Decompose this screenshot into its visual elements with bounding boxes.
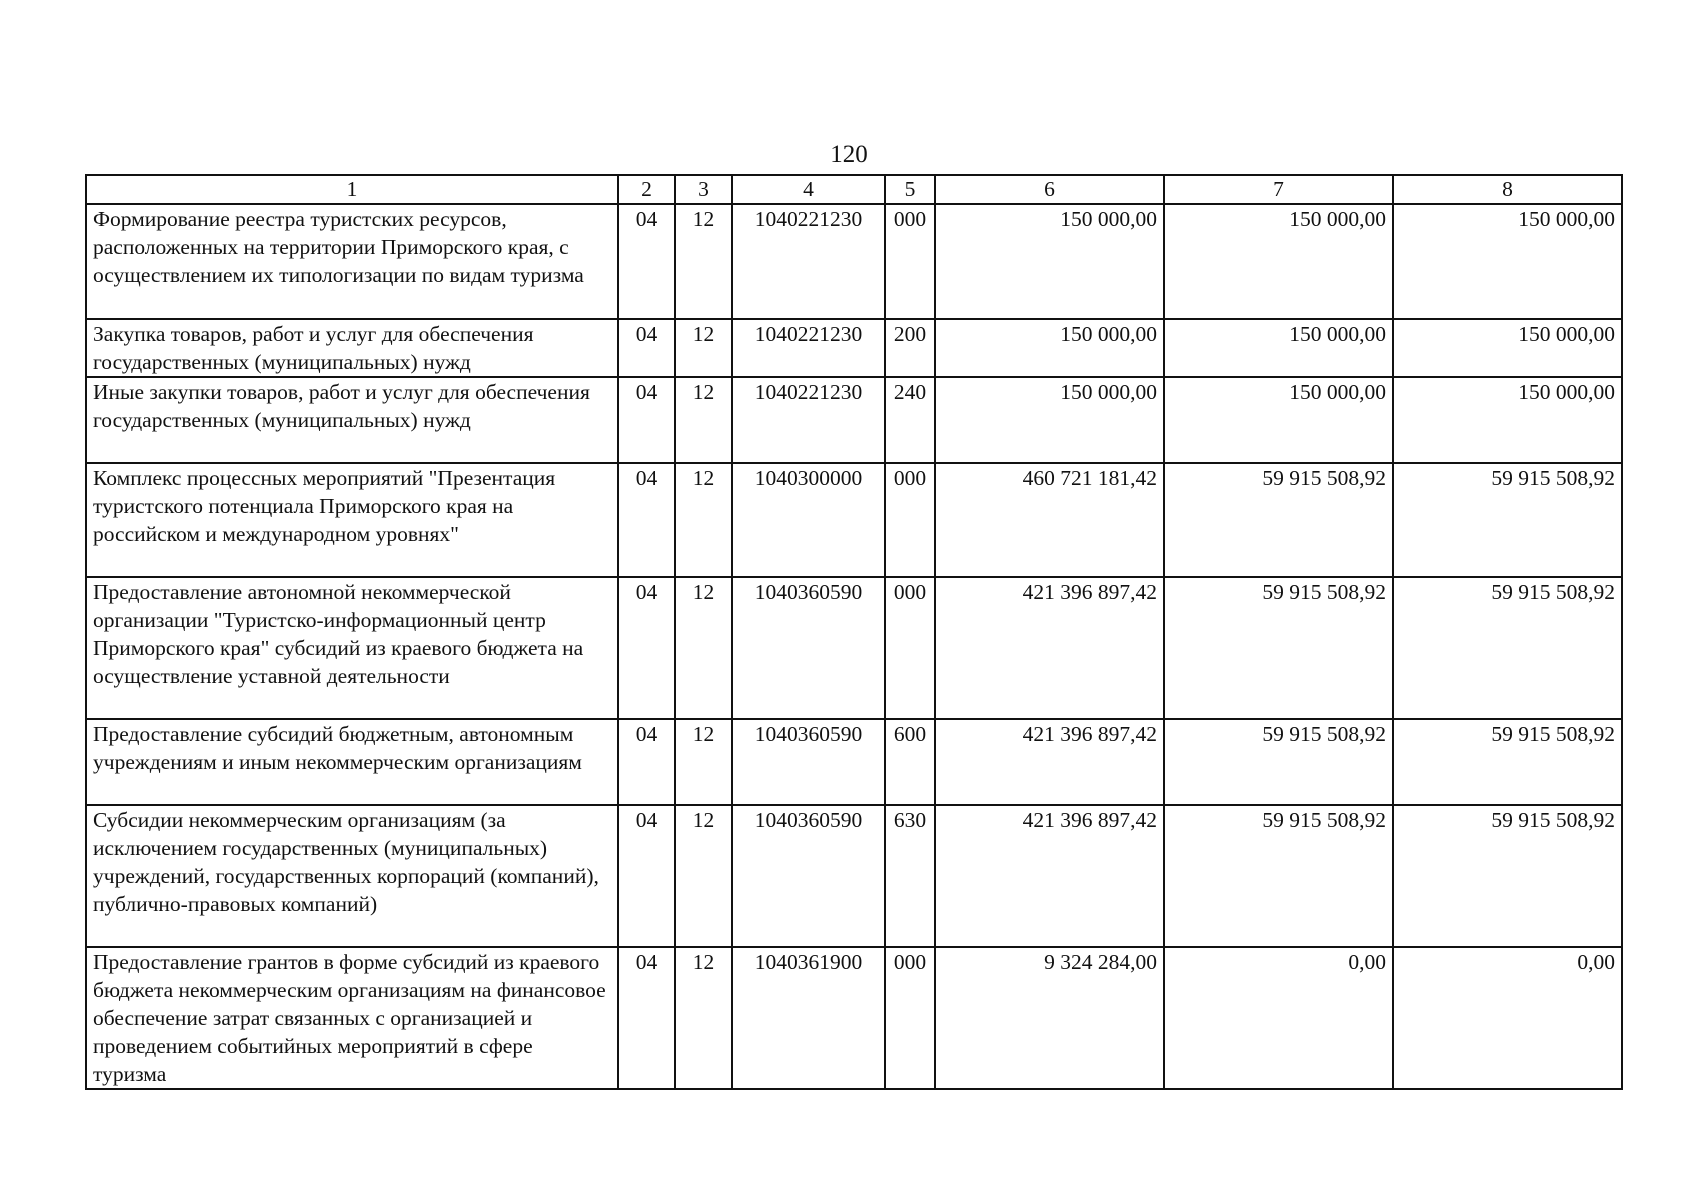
row-amount-col8: 0,00 [1393, 947, 1622, 1089]
row-amount-col8: 59 915 508,92 [1393, 719, 1622, 805]
row-section-code: 04 [618, 319, 675, 377]
table-row [86, 377, 1622, 463]
row-section-code: 04 [618, 377, 675, 463]
budget-table [85, 174, 1623, 1090]
row-subsection-code: 12 [675, 319, 732, 377]
row-amount-col6: 9 324 284,00 [935, 947, 1164, 1089]
row-amount-col6: 421 396 897,42 [935, 719, 1164, 805]
row-amount-col8: 150 000,00 [1393, 319, 1622, 377]
row-amount-col8: 59 915 508,92 [1393, 805, 1622, 947]
row-expense-type-code: 000 [885, 947, 935, 1089]
row-target-code: 1040360590 [732, 805, 885, 947]
row-target-code: 1040221230 [732, 377, 885, 463]
row-name: Иные закупки товаров, работ и услуг для обеспечения государственных (муниципальных) нужд [86, 377, 618, 463]
row-section-code: 04 [618, 947, 675, 1089]
row-subsection-code: 12 [675, 805, 732, 947]
row-amount-col8: 59 915 508,92 [1393, 577, 1622, 719]
row-amount-col7: 150 000,00 [1164, 204, 1393, 319]
row-expense-type-code: 000 [885, 463, 935, 577]
row-subsection-code: 12 [675, 463, 732, 577]
row-name: Предоставление грантов в форме субсидий из краевого бюджета некоммерческим организациям на финансовое обеспечение затрат связанных с организацией и проведением событийных мероприятий в сфере туризма [86, 947, 618, 1089]
row-amount-col7: 59 915 508,92 [1164, 577, 1393, 719]
row-subsection-code: 12 [675, 204, 732, 319]
row-target-code: 1040361900 [732, 947, 885, 1089]
column-header: 8 [1393, 175, 1622, 204]
row-target-code: 1040360590 [732, 719, 885, 805]
page-number: 120 [830, 141, 868, 168]
column-header: 5 [885, 175, 935, 204]
row-name: Формирование реестра туристских ресурсов, расположенных на территории Приморского края, с осуществлением их типологизации по видам туризма [86, 204, 618, 319]
row-amount-col6: 421 396 897,42 [935, 805, 1164, 947]
row-name: Предоставление субсидий бюджетным, автономным учреждениям и иным некоммерческим организациям [86, 719, 618, 805]
row-subsection-code: 12 [675, 947, 732, 1089]
row-amount-col7: 59 915 508,92 [1164, 805, 1393, 947]
row-expense-type-code: 200 [885, 319, 935, 377]
row-section-code: 04 [618, 463, 675, 577]
row-amount-col7: 150 000,00 [1164, 377, 1393, 463]
row-amount-col7: 59 915 508,92 [1164, 719, 1393, 805]
column-header: 7 [1164, 175, 1393, 204]
table-row [86, 204, 1622, 319]
row-amount-col6: 150 000,00 [935, 319, 1164, 377]
row-target-code: 1040221230 [732, 204, 885, 319]
row-amount-col6: 150 000,00 [935, 204, 1164, 319]
table-row [86, 719, 1622, 805]
row-amount-col8: 150 000,00 [1393, 377, 1622, 463]
row-amount-col6: 460 721 181,42 [935, 463, 1164, 577]
row-amount-col6: 150 000,00 [935, 377, 1164, 463]
row-expense-type-code: 630 [885, 805, 935, 947]
column-header: 4 [732, 175, 885, 204]
row-name: Предоставление автономной некоммерческой организации "Туристско-информационный центр Приморского края" субсидий из краевого бюджета на осуществление уставной деятельности [86, 577, 618, 719]
table-row [86, 577, 1622, 719]
row-subsection-code: 12 [675, 577, 732, 719]
row-amount-col7: 0,00 [1164, 947, 1393, 1089]
row-amount-col6: 421 396 897,42 [935, 577, 1164, 719]
row-amount-col8: 150 000,00 [1393, 204, 1622, 319]
row-amount-col7: 150 000,00 [1164, 319, 1393, 377]
row-target-code: 1040300000 [732, 463, 885, 577]
table-row [86, 463, 1622, 577]
column-header: 3 [675, 175, 732, 204]
row-section-code: 04 [618, 204, 675, 319]
column-header: 6 [935, 175, 1164, 204]
row-section-code: 04 [618, 805, 675, 947]
row-name: Комплекс процессных мероприятий "Презентация туристского потенциала Приморского края на российском и международном уровнях" [86, 463, 618, 577]
row-name: Субсидии некоммерческим организациям (за исключением государственных (муниципальных) учреждений, государственных корпораций (компаний), публично-правовых компаний) [86, 805, 618, 947]
row-name: Закупка товаров, работ и услуг для обеспечения государственных (муниципальных) нужд [86, 319, 618, 377]
table-row [86, 805, 1622, 947]
row-section-code: 04 [618, 719, 675, 805]
column-number-header [86, 175, 1622, 204]
row-section-code: 04 [618, 577, 675, 719]
row-expense-type-code: 240 [885, 377, 935, 463]
row-amount-col7: 59 915 508,92 [1164, 463, 1393, 577]
row-amount-col8: 59 915 508,92 [1393, 463, 1622, 577]
table-row [86, 319, 1622, 377]
table-row [86, 947, 1622, 1089]
column-header: 2 [618, 175, 675, 204]
row-subsection-code: 12 [675, 719, 732, 805]
row-target-code: 1040360590 [732, 577, 885, 719]
row-expense-type-code: 000 [885, 577, 935, 719]
column-header: 1 [86, 175, 618, 204]
row-target-code: 1040221230 [732, 319, 885, 377]
row-expense-type-code: 600 [885, 719, 935, 805]
row-subsection-code: 12 [675, 377, 732, 463]
row-expense-type-code: 000 [885, 204, 935, 319]
